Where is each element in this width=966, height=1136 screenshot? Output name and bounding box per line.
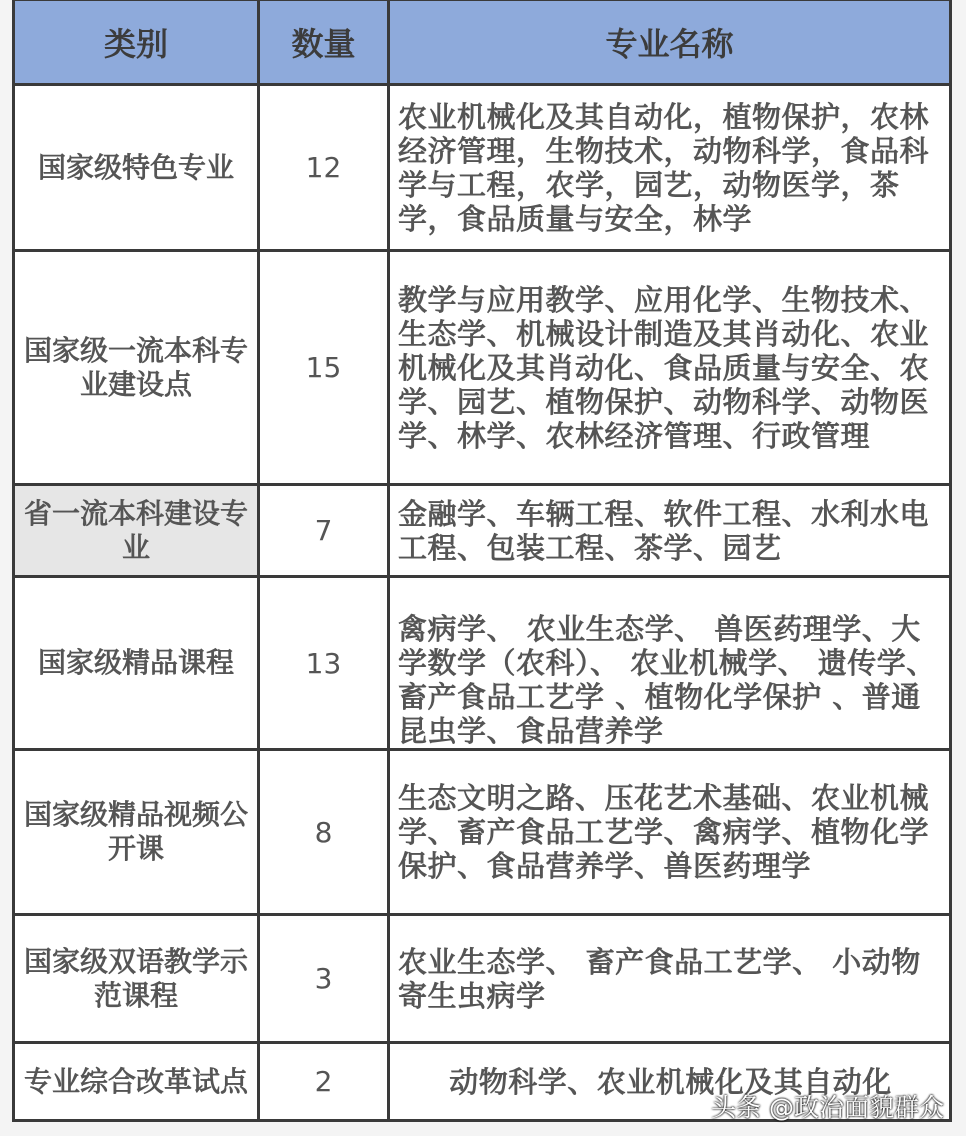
table-row	[14, 251, 951, 485]
table-row	[14, 915, 951, 1043]
count-cell: 3	[259, 915, 389, 1043]
names-cell: 动物科学、农业机械化及其自动化	[389, 1043, 951, 1121]
header-count: 数量	[259, 0, 389, 85]
majors-table	[12, 0, 952, 1122]
count-cell: 2	[259, 1043, 389, 1121]
count-cell: 8	[259, 750, 389, 915]
category-cell: 国家级特色专业	[14, 85, 259, 251]
category-cell: 国家级精品视频公开课	[14, 750, 259, 915]
watermark: 头条 @政治面貌群众	[711, 1093, 944, 1122]
table-row	[14, 85, 951, 251]
header-category: 类别	[14, 0, 259, 85]
category-cell: 国家级一流本科专业建设点	[14, 251, 259, 485]
names-cell: 教学与应用教学、应用化学、生物技术、生态学、机械设计制造及其肖动化、农业机械化及其肖动化、食品质量与安全、农学、园艺、植物保护、动物科学、动物医学、林学、农林经济管理、行政管理	[389, 251, 951, 485]
category-cell: 国家级精品课程	[14, 577, 259, 750]
count-cell: 15	[259, 251, 389, 485]
names-cell: 生态文明之路、压花艺术基础、农业机械学、畜产食品工艺学、禽病学、植物化学保护、食品营养学、兽医药理学	[389, 750, 951, 915]
category-cell: 专业综合改革试点	[14, 1043, 259, 1121]
category-cell: 国家级双语教学示范课程	[14, 915, 259, 1043]
table-row	[14, 577, 951, 750]
header-names: 专业名称	[389, 0, 951, 85]
names-cell: 农业生态学、 畜产食品工艺学、 小动物寄生虫病学	[389, 915, 951, 1043]
names-cell: 金融学、车辆工程、软件工程、水利水电工程、包装工程、茶学、园艺	[389, 485, 951, 577]
names-cell: 农业机械化及其自动化，植物保护，农林经济管理，生物技术，动物科学，食品科学与工程，农学，园艺，动物医学，茶学，食品质量与安全，林学	[389, 85, 951, 251]
count-cell: 13	[259, 577, 389, 750]
table-header	[14, 0, 951, 85]
table-row	[14, 485, 951, 577]
count-cell: 12	[259, 85, 389, 251]
count-cell: 7	[259, 485, 389, 577]
names-cell: 禽病学、 农业生态学、 兽医药理学、大学数学（农科）、 农业机械学、 遗传学、畜产食品工艺学 、植物化学保护 、普通昆虫学、食品营养学	[389, 577, 951, 750]
category-cell: 省一流本科建设专业	[14, 485, 259, 577]
table-row	[14, 750, 951, 915]
